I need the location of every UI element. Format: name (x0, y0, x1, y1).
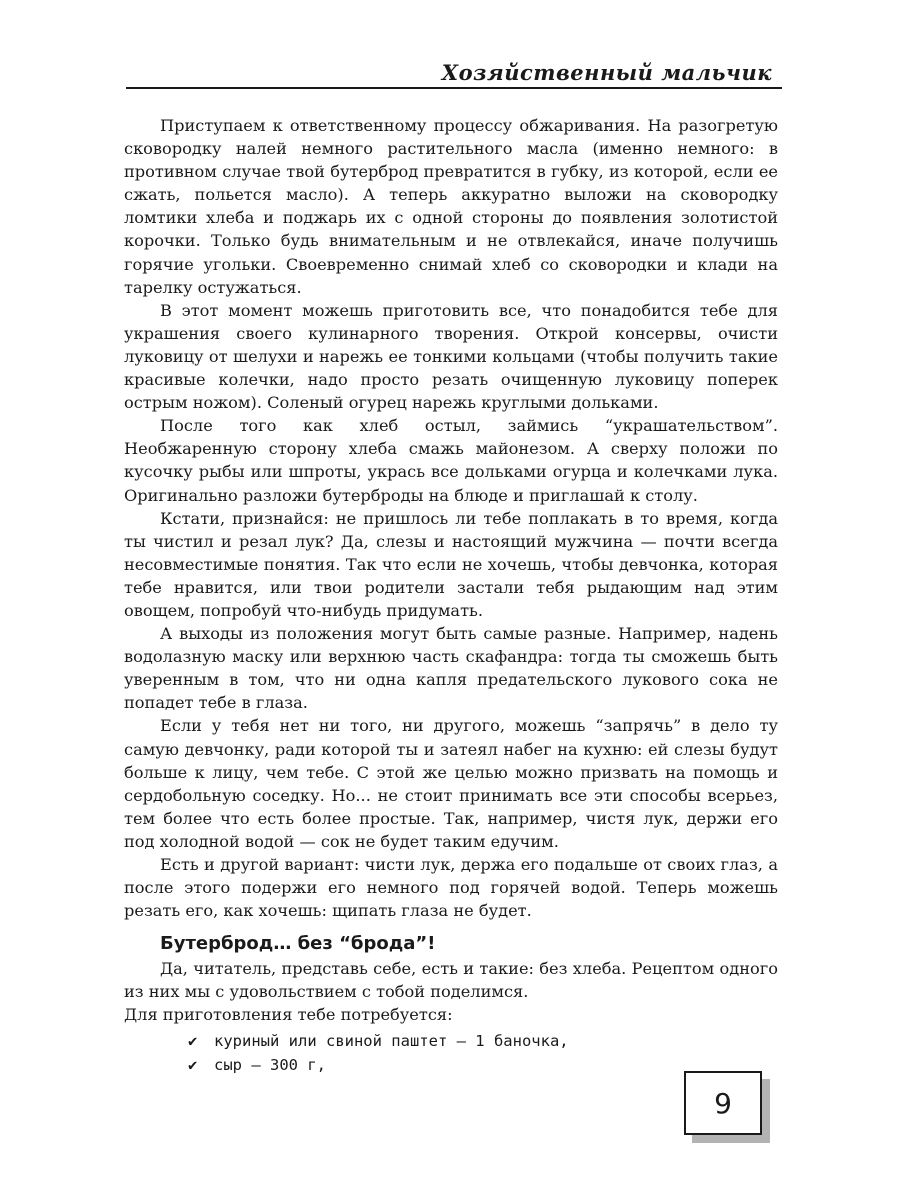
paragraph: Есть и другой вариант: чисти лук, держа его подальше от своих глаз, а после этого подержи его немного под горячей водой. Теперь можешь резать его, как хочешь: щипать глаза не будет. (124, 855, 778, 921)
paragraph: После того как хлеб остыл, займись “украшательством”. Необжаренную сторону хлеба смажь майонезом. А сверху положи по кусочку рыбы или шпроты, укрась все дольками огурца и колечками лука. Оригинально разложи бутерброды на блюде и приглашай к столу. (124, 416, 778, 505)
paragraph: Приступаем к ответственному процессу обжаривания. На разогретую сковородку налей немного растительного масла (именно немного: в противном случае твой бутерброд превратится в губку, из которой, если ее сжать, польется масло). А теперь аккуратно выложи на сковородку ломтики хлеба и поджарь их с одной стороны до появления золотистой корочки. Только будь внимательным и не отвлекайся, иначе получишь горячие угольки. Своевременно снимай хлеб со сковородки и клади на тарелку остужаться. (124, 116, 778, 297)
checkmark-icon: ✔ (188, 1055, 198, 1074)
page-number-box (684, 1071, 762, 1135)
paragraph: Кстати, признайся: не пришлось ли тебе поплакать в то время, когда ты чистил и резал лук? Да, слезы и настоящий мужчина — почти всегда несовместимые понятия. Так что если не хочешь, чтобы девчонка, которая тебе нравится, или твои родители застали тебя рыдающим над этим овощем, попробуй что-нибудь придумать. (124, 508, 778, 620)
paragraph: В этот момент можешь приготовить все, что понадобится тебе для украшения своего кулинарного творения. Открой консервы, очисти луковицу от шелухи и нарежь ее тонкими кольцами (чтобы получить такие красивые колечки, надо просто резать очищенную луковицу поперек острым ножом). Соленый огурец нарежь круглыми дольками. (124, 300, 778, 413)
page-number: 9 (714, 1086, 732, 1120)
running-title: Хозяйственный мальчик (441, 60, 772, 85)
ingredient-text: сыр — 300 г, (214, 1055, 326, 1074)
running-header (0, 56, 900, 86)
ingredient-list (124, 1029, 778, 1077)
header-rule (126, 87, 782, 89)
section-intro: Да, читатель, представь себе, есть и такие: без хлеба. Рецептом одного из них мы с удовольствием с тобой поделимся. (124, 959, 778, 1002)
ingredient-text: куриный или свиной паштет — 1 баночка, (214, 1031, 569, 1050)
list-item (188, 1029, 778, 1053)
paragraph: Если у тебя нет ни того, ни другого, можешь “запрячь” в дело ту самую девчонку, ради которой ты и затеял набег на кухню: ей слезы будут больше к лицу, чем тебе. С этой же целью можно призвать на помощь и сердобольную соседку. Но... не стоит принимать все эти способы всерьез, тем более что есть более простые. Так, например, чистя лук, держи его под холодной водой — сок не будет таким едучим. (124, 716, 778, 851)
body-text (124, 114, 778, 1077)
checkmark-icon: ✔ (188, 1031, 198, 1050)
paragraph: А выходы из положения могут быть самые разные. Например, надень водолазную маску или верхнюю часть скафандра: тогда ты сможешь быть уверенным в том, что ни одна капля предательского лукового сока не попадет тебе в глаза. (124, 624, 778, 713)
section-heading: Бутерброд… без “брода”! (160, 933, 436, 955)
list-intro: Для приготовления тебе потребуется: (124, 1005, 453, 1025)
